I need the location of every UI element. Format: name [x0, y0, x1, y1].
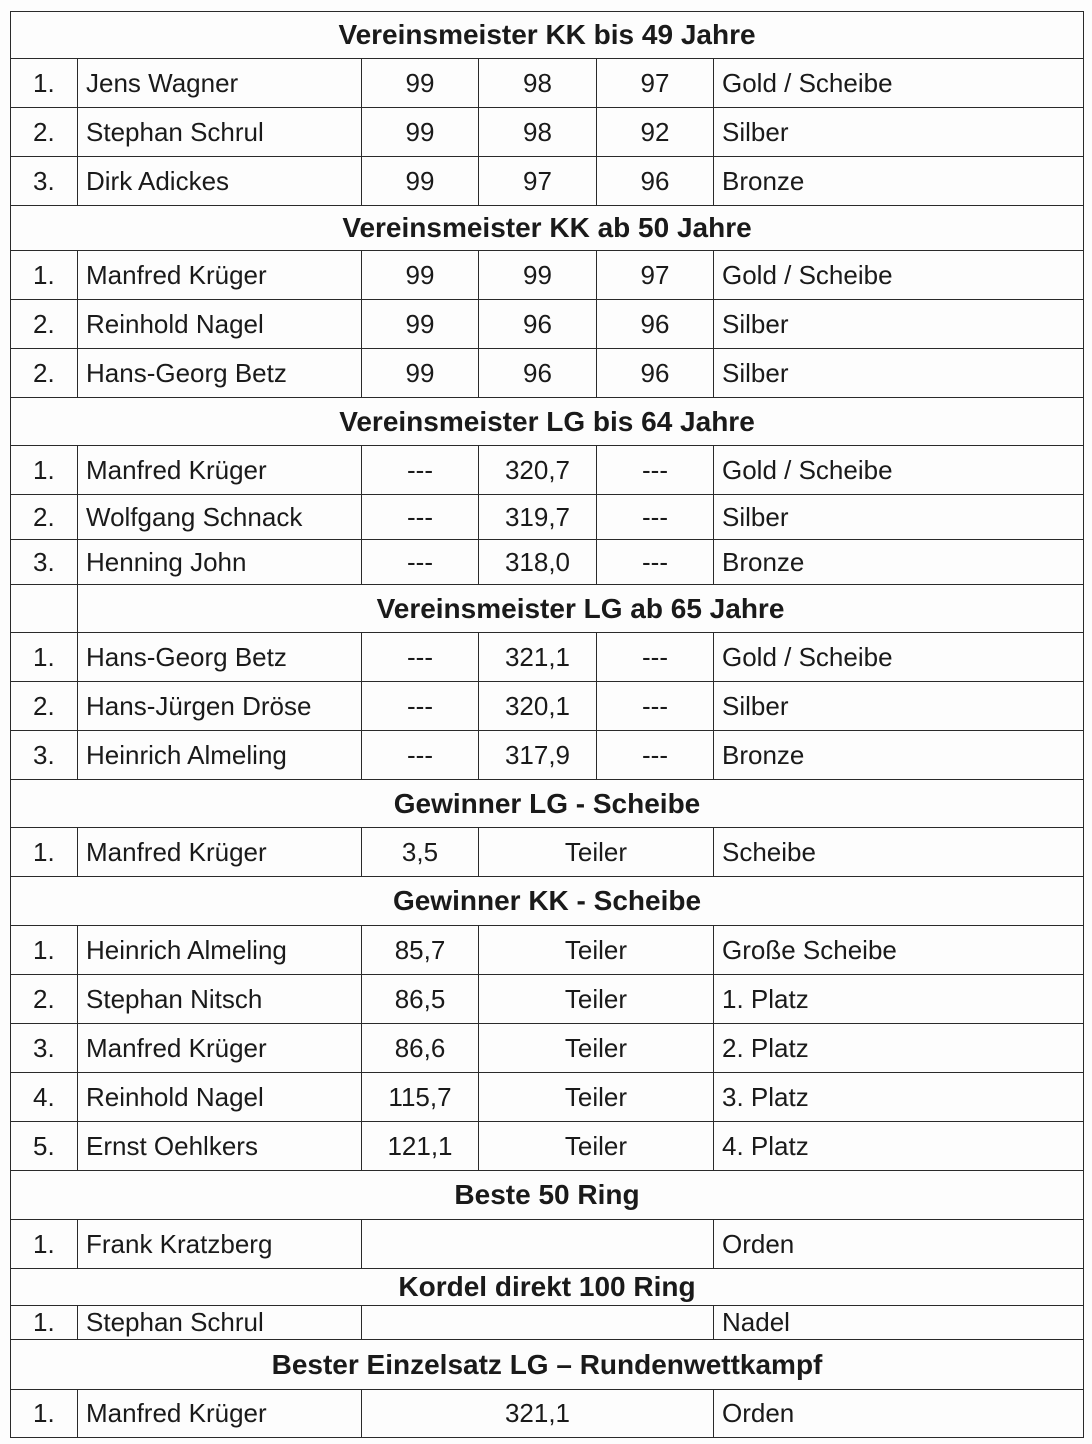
results-table — [10, 11, 1084, 1438]
name-cell: Dirk Adickes — [78, 157, 362, 206]
score-2-cell: 321,1 — [479, 633, 597, 682]
award-cell: 4. Platz — [714, 1122, 1084, 1171]
award-cell: Große Scheibe — [714, 926, 1084, 975]
score-2-cell: 320,1 — [479, 682, 597, 731]
table-row — [11, 1390, 1084, 1438]
score-2-cell: 97 — [479, 157, 597, 206]
score-2-cell: 96 — [479, 349, 597, 398]
score-2-cell: 98 — [479, 108, 597, 157]
score-3-cell: --- — [597, 540, 714, 585]
score-2-cell: 99 — [479, 251, 597, 300]
table-row — [11, 495, 1084, 540]
section-heading-row — [11, 780, 1084, 828]
table-row — [11, 349, 1084, 398]
score-1-cell: --- — [362, 495, 479, 540]
score-2-cell: 96 — [479, 300, 597, 349]
award-cell: Gold / Scheibe — [714, 446, 1084, 495]
score-3-cell: --- — [597, 682, 714, 731]
name-cell: Stephan Schrul — [78, 1306, 362, 1340]
score-3-cell: --- — [597, 731, 714, 780]
rank-cell: 1. — [11, 446, 78, 495]
rank-cell: 2. — [11, 975, 78, 1024]
teiler-label-cell: Teiler — [479, 828, 714, 877]
table-row — [11, 975, 1084, 1024]
rank-cell: 2. — [11, 495, 78, 540]
award-cell: Silber — [714, 682, 1084, 731]
name-cell: Frank Kratzberg — [78, 1220, 362, 1269]
score-1-cell: 99 — [362, 59, 479, 108]
table-row — [11, 540, 1084, 585]
rank-cell: 3. — [11, 540, 78, 585]
table-row — [11, 1306, 1084, 1340]
award-cell: Scheibe — [714, 828, 1084, 877]
award-cell: 3. Platz — [714, 1073, 1084, 1122]
award-cell: Silber — [714, 108, 1084, 157]
name-cell: Jens Wagner — [78, 59, 362, 108]
award-cell: Nadel — [714, 1306, 1084, 1340]
rank-cell: 1. — [11, 59, 78, 108]
score-2-cell: 319,7 — [479, 495, 597, 540]
rank-cell: 4. — [11, 1073, 78, 1122]
name-cell: Reinhold Nagel — [78, 1073, 362, 1122]
table-row — [11, 1220, 1084, 1269]
name-cell: Manfred Krüger — [78, 828, 362, 877]
name-cell: Heinrich Almeling — [78, 926, 362, 975]
name-cell: Hans-Jürgen Dröse — [78, 682, 362, 731]
score-1-cell: --- — [362, 633, 479, 682]
score-2-cell: 318,0 — [479, 540, 597, 585]
section-title: Vereinsmeister KK ab 50 Jahre — [11, 206, 1084, 251]
table-row — [11, 251, 1084, 300]
rank-cell: 3. — [11, 1024, 78, 1073]
table-row — [11, 1073, 1084, 1122]
section-title: Gewinner KK - Scheibe — [11, 877, 1084, 926]
rank-cell: 3. — [11, 157, 78, 206]
teiler-label-cell: Teiler — [479, 1024, 714, 1073]
name-cell: Manfred Krüger — [78, 1024, 362, 1073]
score-1-cell: --- — [362, 731, 479, 780]
table-row — [11, 446, 1084, 495]
section-title: Bester Einzelsatz LG – Rundenwettkampf — [11, 1340, 1084, 1390]
name-cell: Hans-Georg Betz — [78, 349, 362, 398]
award-cell: Silber — [714, 349, 1084, 398]
score-3-cell: --- — [597, 446, 714, 495]
table-row — [11, 828, 1084, 877]
score-3-cell: 97 — [597, 251, 714, 300]
table-row — [11, 300, 1084, 349]
score-3-cell: 96 — [597, 157, 714, 206]
table-row — [11, 633, 1084, 682]
name-cell: Stephan Schrul — [78, 108, 362, 157]
section-title: Vereinsmeister LG bis 64 Jahre — [11, 398, 1084, 446]
rank-cell: 1. — [11, 633, 78, 682]
teiler-label-cell: Teiler — [479, 926, 714, 975]
teiler-value-cell: 86,6 — [362, 1024, 479, 1073]
table-row — [11, 682, 1084, 731]
award-cell: Gold / Scheibe — [714, 633, 1084, 682]
score-3-cell: --- — [597, 495, 714, 540]
award-cell: Gold / Scheibe — [714, 59, 1084, 108]
rank-cell: 5. — [11, 1122, 78, 1171]
score-3-cell: 96 — [597, 300, 714, 349]
award-cell: Orden — [714, 1390, 1084, 1438]
section-heading-row — [11, 1171, 1084, 1220]
teiler-label-cell: Teiler — [479, 1122, 714, 1171]
section-title: Kordel direkt 100 Ring — [11, 1269, 1084, 1306]
table-row — [11, 1122, 1084, 1171]
score-1-cell: 99 — [362, 349, 479, 398]
award-cell: 1. Platz — [714, 975, 1084, 1024]
table-row — [11, 108, 1084, 157]
empty-cell — [362, 1306, 714, 1340]
score-1-cell: 99 — [362, 108, 479, 157]
award-cell: Silber — [714, 300, 1084, 349]
score-3-cell: --- — [597, 633, 714, 682]
score-1-cell: --- — [362, 446, 479, 495]
score-1-cell: --- — [362, 540, 479, 585]
teiler-value-cell: 86,5 — [362, 975, 479, 1024]
rank-cell: 1. — [11, 1390, 78, 1438]
rank-cell: 2. — [11, 349, 78, 398]
score-1-cell: 99 — [362, 300, 479, 349]
rank-cell: 3. — [11, 731, 78, 780]
rank-cell: 2. — [11, 108, 78, 157]
score-2-cell: 320,7 — [479, 446, 597, 495]
name-cell: Manfred Krüger — [78, 1390, 362, 1438]
score-3-cell: 92 — [597, 108, 714, 157]
name-cell: Henning John — [78, 540, 362, 585]
table-row — [11, 157, 1084, 206]
award-cell: Bronze — [714, 540, 1084, 585]
section-title: Beste 50 Ring — [11, 1171, 1084, 1220]
rank-cell: 1. — [11, 926, 78, 975]
name-cell: Stephan Nitsch — [78, 975, 362, 1024]
teiler-value-cell: 121,1 — [362, 1122, 479, 1171]
name-cell: Manfred Krüger — [78, 251, 362, 300]
award-cell: Orden — [714, 1220, 1084, 1269]
results-table-body — [11, 12, 1084, 1438]
section-heading-row — [11, 1269, 1084, 1306]
section-title: Vereinsmeister KK bis 49 Jahre — [11, 12, 1084, 59]
teiler-value-cell: 115,7 — [362, 1073, 479, 1122]
result-value-cell: 321,1 — [362, 1390, 714, 1438]
rank-cell: 1. — [11, 251, 78, 300]
score-1-cell: --- — [362, 682, 479, 731]
score-2-cell: 317,9 — [479, 731, 597, 780]
rank-cell: 1. — [11, 1220, 78, 1269]
score-1-cell: 99 — [362, 157, 479, 206]
score-2-cell: 98 — [479, 59, 597, 108]
table-row — [11, 59, 1084, 108]
name-cell: Ernst Oehlkers — [78, 1122, 362, 1171]
award-cell: Gold / Scheibe — [714, 251, 1084, 300]
award-cell: 2. Platz — [714, 1024, 1084, 1073]
name-cell: Heinrich Almeling — [78, 731, 362, 780]
section-title: Gewinner LG - Scheibe — [11, 780, 1084, 828]
award-cell: Bronze — [714, 157, 1084, 206]
score-1-cell: 99 — [362, 251, 479, 300]
table-row — [11, 731, 1084, 780]
teiler-value-cell: 85,7 — [362, 926, 479, 975]
section-heading-row — [11, 877, 1084, 926]
score-3-cell: 97 — [597, 59, 714, 108]
rank-cell: 1. — [11, 1306, 78, 1340]
award-cell: Silber — [714, 495, 1084, 540]
section-heading-row — [11, 398, 1084, 446]
name-cell: Hans-Georg Betz — [78, 633, 362, 682]
section-heading-row — [11, 1340, 1084, 1390]
empty-cell — [362, 1220, 714, 1269]
score-3-cell: 96 — [597, 349, 714, 398]
rank-cell: 1. — [11, 828, 78, 877]
table-row — [11, 1024, 1084, 1073]
name-cell: Wolfgang Schnack — [78, 495, 362, 540]
teiler-label-cell: Teiler — [479, 1073, 714, 1122]
rank-cell: 2. — [11, 682, 78, 731]
teiler-label-cell: Teiler — [479, 975, 714, 1024]
section-title: Vereinsmeister LG ab 65 Jahre — [78, 585, 1084, 633]
section-heading-row — [11, 585, 1084, 633]
empty-rank-cell — [11, 585, 78, 633]
award-cell: Bronze — [714, 731, 1084, 780]
name-cell: Reinhold Nagel — [78, 300, 362, 349]
section-heading-row — [11, 206, 1084, 251]
table-row — [11, 926, 1084, 975]
teiler-value-cell: 3,5 — [362, 828, 479, 877]
name-cell: Manfred Krüger — [78, 446, 362, 495]
section-heading-row — [11, 12, 1084, 59]
rank-cell: 2. — [11, 300, 78, 349]
